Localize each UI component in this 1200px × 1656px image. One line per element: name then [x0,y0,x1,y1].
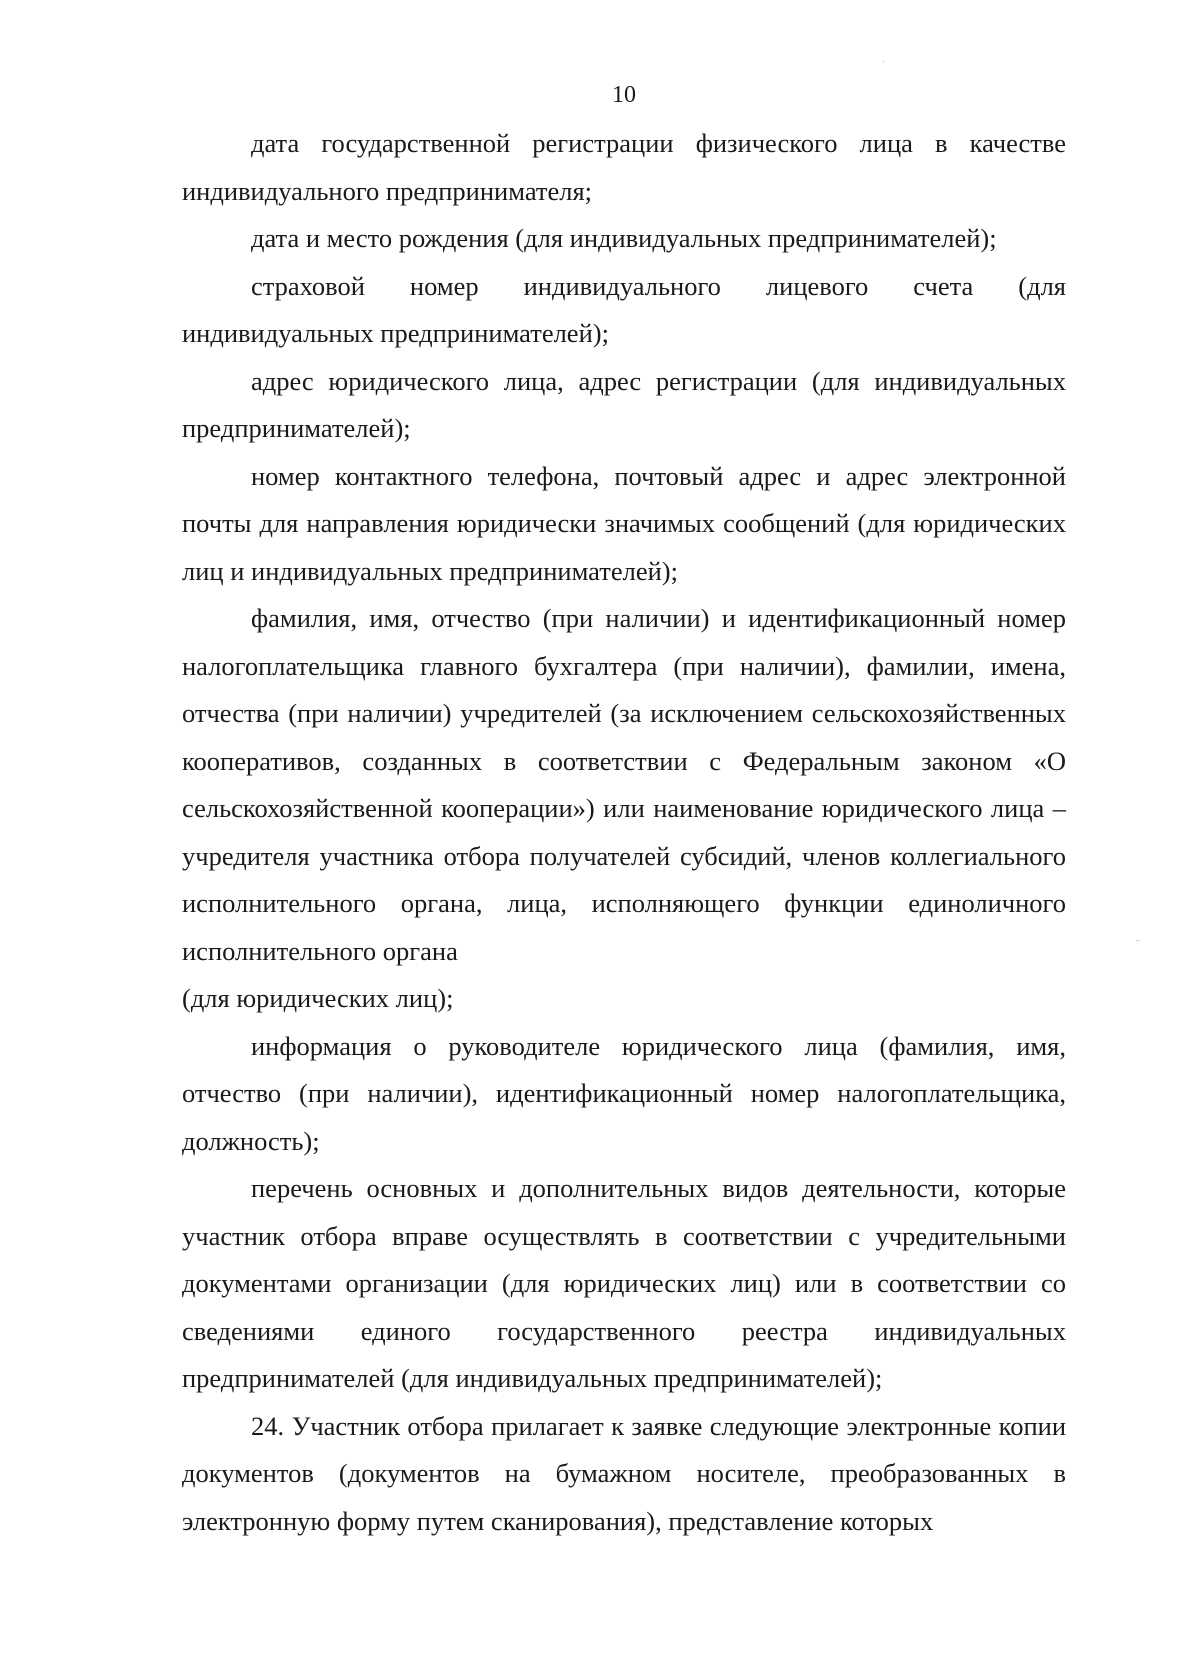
paragraph-founders-info: фамилия, имя, отчество (при наличии) и идентификационный номер налогоплательщика главного бухгалтера (при наличии), фамилии, имена, отчества (при наличии) учредителей (за исключением сельскохозяйственных кооперативов, созданных в соответствии с Федеральным законом «О сельскохозяйственной кооперации») или наименование юридического лица – учредителя участника отбора получателей субсидий, членов коллегиального исполнительного органа, лица, исполняющего функции единоличного исполнительного органа [182,603,1066,966]
document-body [182,120,1066,1545]
scan-artifact [1136,940,1140,941]
paragraph-activities-list: перечень основных и дополнительных видов деятельности, которые участник отбора вправе осуществлять в соответствии с учредительными документами организации (для юридических лиц) или в соответствии со сведениями единого государственного реестра индивидуальных предпринимателей (для индивидуальных предпринимателей); [182,1173,1066,1393]
paragraph-director-info: информация о руководителе юридического лица (фамилия, имя, отчество (при наличии), идентификационный номер налогоплательщика, должность); [182,1030,1066,1156]
paragraph-insurance-number: страховой номер индивидуального лицевого счета (для индивидуальных предпринимателей); [182,270,1066,348]
paragraph-legal-address: адрес юридического лица, адрес регистрации (для индивидуальных предпринимателей); [182,365,1066,443]
paragraph-item-24: 24. Участник отбора прилагает к заявке следующие электронные копии документов (документов на бумажном носителе, преобразованных в электронную форму путем сканирования), представление которых [182,1410,1066,1536]
paragraph-founders-info-tail: (для юридических лиц); [182,983,454,1013]
paragraph-contact-info: номер контактного телефона, почтовый адрес и адрес электронной почты для направления юридически значимых сообщений (для юридических лиц и индивидуальных предпринимателей); [182,460,1066,586]
paragraph-registration-date: дата государственной регистрации физического лица в качестве индивидуального предпринимателя; [182,128,1066,206]
scan-artifact [883,60,884,63]
paragraph-birth-date-place: дата и место рождения (для индивидуальных предпринимателей); [251,223,997,253]
page-number: 10 [612,82,636,108]
